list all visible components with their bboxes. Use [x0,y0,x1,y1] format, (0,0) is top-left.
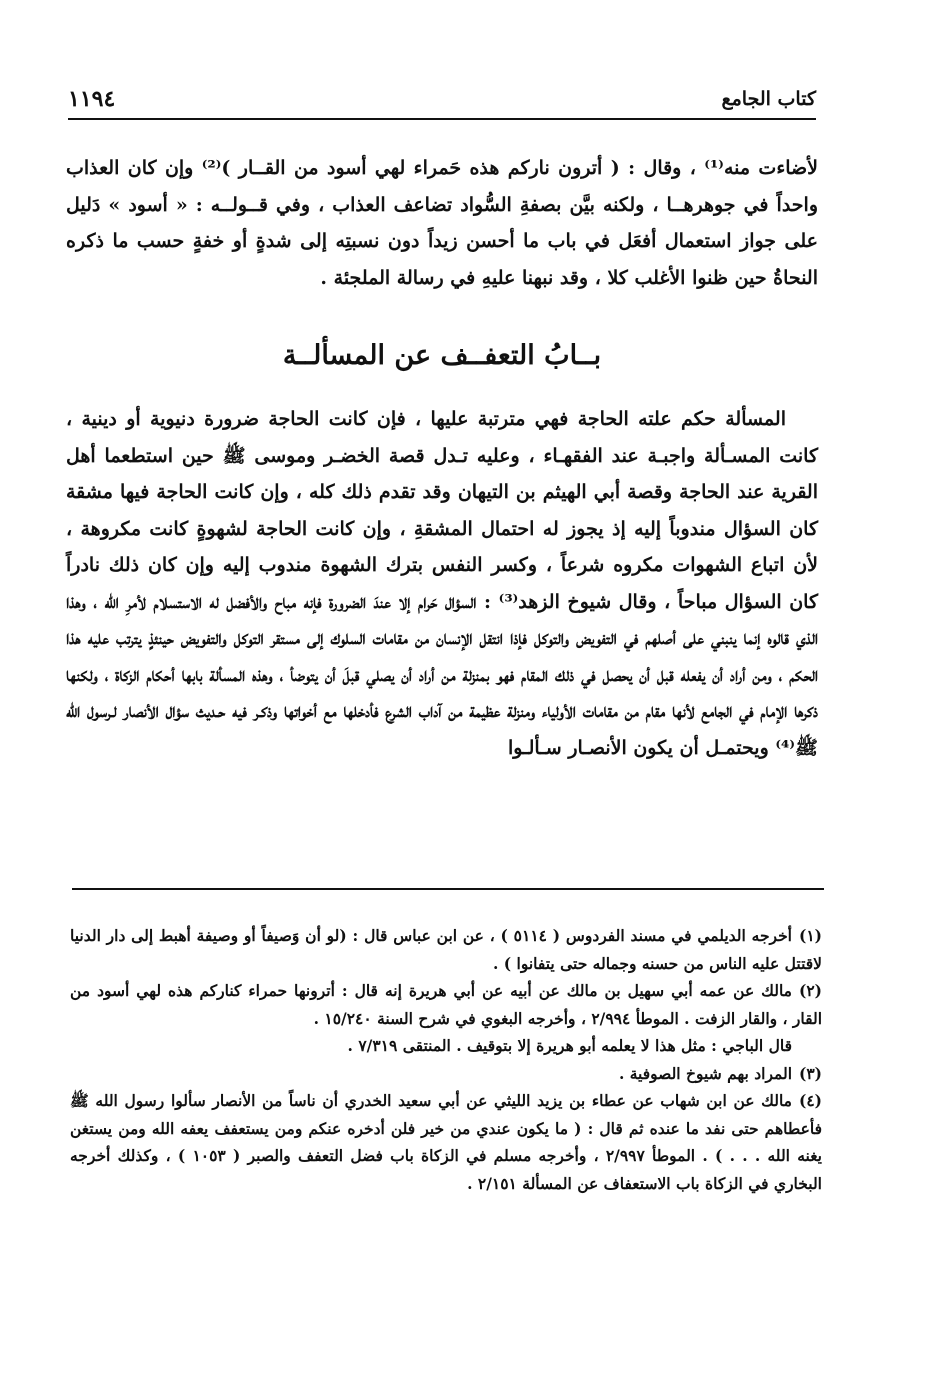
footnote-marker: (٣) [798,1063,822,1083]
running-header [68,84,816,120]
page-number: ١١٩٤ [68,86,116,112]
footnote-marker: (٤) [798,1091,822,1110]
footnote-1 [70,922,822,977]
footnote-text: مالك عن ابن شهاب عن عطاء بن يزيد الليثي عن أبي سعيد الخدري أن ناساً من الأنصار سألوا رسول الله ﷺ فأعطاهم حتى نفد ما عنده ثم قال : ( ما يكون عندي من خير فلن أدخره عنكم ومن يستعفف يعفه الله ومن يستغن يغنه الله . . . ) . الموطأ ٢/٩٩٧ ، وأخرجه مسلم في الزكاة باب فضل التعفف والصبر ( ١٠٥٣ ) ، وكذلك أخرجه البخاري في الزكاة باب الاستعفاف عن المسألة ٢/١٥١ . [70,1091,822,1193]
footnote-text: المراد بهم شيوخ الصوفية . [618,1063,792,1083]
book-title: كتاب الجامع [721,88,816,110]
intro-paragraph: لأضاءت منه⁽¹⁾ ، وقال : ( أترون ناركم هذه حَمراء لهي أسود من القــار )⁽²⁾ وإن كان العذاب واحداً في جوهرهــا ، ولكنه بيَّن بصفةِ السُّواد تضاعف العذاب ، وفي قــولــه : « أسود » دَليل على جواز استعمال أفعَل في باب ما أحسن زيداً دون نسبتِه إلى شدةٍ أو خفةٍ حسب ما ذكره النحاةُ حين ظنوا الأغلب كلا ، وقد نبهنا عليهِ في رسالة الملجئة . [66,157,819,289]
footnote-separator [72,888,824,890]
section-heading: بــابُ التعفــف عن المسألــة [282,340,602,371]
footnote-4 [70,1087,822,1197]
main-paragraph: المسألة حكم علته الحاجة فهي مترتبة عليها ، فإن كانت الحاجة ضرورة دنيوية أو دينية ، كانت المسـألة واجبـة عند الفقهـاء ، وعليه تـدل قصة الخضـر وموسى ﷺ حين استطعما أهل القرية عند الحاجة وقصة أبي الهيثم بن التيهان وقد تقدم ذلك كله ، وإن كانت الحاجة فيها مشقة كان السؤال مندوباً إليه إذ يجوز له احتمال المشقةِ ، وإن كانت الحاجة لشهوةٍ كانت مكروهة ، لأن اتباع الشهوات مكروه شرعاً ، وكسر النفس بترك الشهوة مندوب إليه وإن كان ذلك نادراً كان السؤال مباحاً ، وقال شيوخ الزهد⁽³⁾ : السؤال حَرام إلا عندَ الضرورة فإنه مباح والأفضل له الاستسلام لأمرِ الله ، وهذا الذي قالوه إنما ينبني على أصلهم في التفويض والتوكل فإذا انتقل الإنسان من مقامات السلوك إلى مستقر التوكل والتفويض حينئذٍ يترتب عليه هذا الحكم ، ومن أراد أن يفعله قبل أن يحصل في ذلك المقام فهو بمنزلة من أراد أن يصلي قبلَ أن يتوضأ ، وهذه المسألة بابها أحكام الزكاة ، ولكنها ذكرها الإمام في الجامع لأنها مقام من مقامات الأولياء ومنزلة عظيمة من آداب الشرع فأدخلها مع أخواتها وذكـر فيه حـديث سؤال الأنصار لـرسول الله ﷺ⁽⁴⁾ ويحتمـل أن يكون الأنصـار سـألـوا [66,408,819,759]
footnote-2-continuation: قال الباجي : مثل هذا لا يعلمه أبو هريرة إلا بتوقيف . المنتقى ٧/٣١٩ . [347,1036,792,1055]
footnote-text: أخرجه الديلمي في مسند الفردوس ( ٥١١٤ ) ، عن ابن عباس قال : (لو أن وَصيفاً أو وصيفة أهبط إلى دار الدنيا لاقتتل عليه الناس من حسنه وجماله حتى يتفانوا ) . [70,926,822,973]
footnote-2 [70,977,822,1032]
footnote-marker: (١) [798,926,822,945]
footnote-3 [70,1060,822,1088]
footnotes [70,922,822,1197]
footnote-text: مالك عن عمه أبي سهيل بن مالك عن أبيه عن أبي هريرة إنه قال : أترونها حمراء كناركم هذه لهي أسود من القار ، والقار الزفت . الموطأ ٢/٩٩٤ ، وأخرجه البغوي في شرح السنة ١٥/٢٤٠ . [70,981,822,1028]
footnote-marker: (٢) [798,981,822,1000]
